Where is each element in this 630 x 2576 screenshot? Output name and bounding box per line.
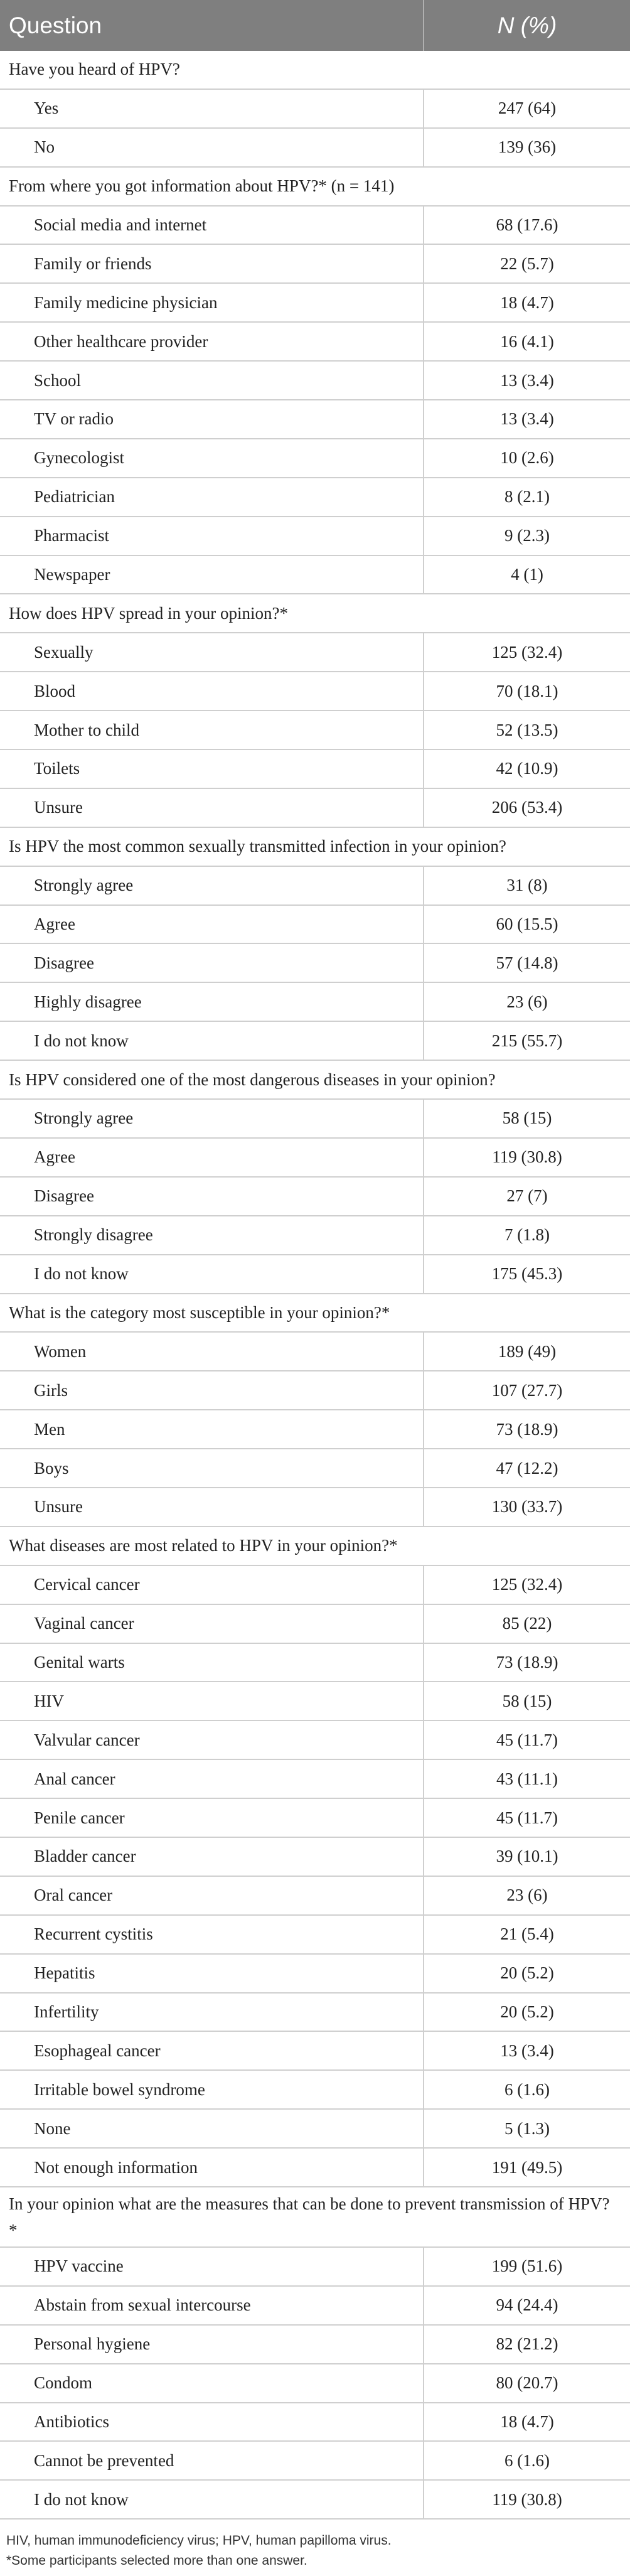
answer-row [0,1449,630,1488]
answer-row [0,1333,630,1371]
answer-count: 13 (3.4) [500,2041,554,2060]
answer-label: Hepatitis [0,1955,424,1992]
answer-count: 39 (10.1) [496,1847,558,1866]
answer-count: 42 (10.9) [496,759,558,778]
answer-count: 85 (22) [502,1614,552,1633]
question-row [0,1061,630,1100]
answer-label: Condom [0,2364,424,2402]
answer-row [0,1566,630,1605]
abbreviations-footnote: HIV, human immunodeficiency virus; HPV, human papilloma virus. [6,2533,392,2548]
answer-label: Newspaper [0,556,424,594]
answer-label: Not enough information [0,2149,424,2186]
answer-label: Personal hygiene [0,2326,424,2363]
answer-row [0,1488,630,1527]
answer-row [0,1139,630,1178]
answer-row [0,2442,630,2481]
answer-row [0,245,630,284]
answer-row [0,400,630,439]
answer-count: 47 (12.2) [496,1458,558,1478]
answer-count: 9 (2.3) [505,526,550,545]
answer-label: Boys [0,1449,424,1487]
question-text: Have you heard of HPV? [9,60,180,79]
answer-row [0,2071,630,2110]
answer-count: 13 (3.4) [500,409,554,429]
answer-label: Toilets [0,750,424,788]
question-row [0,594,630,633]
answer-row [0,1216,630,1255]
answer-row [0,1994,630,2032]
answer-label: Women [0,1333,424,1370]
answer-row [0,362,630,400]
answer-count: 73 (18.9) [496,1419,558,1439]
answer-count: 45 (11.7) [496,1730,558,1749]
answer-count: 139 (36) [498,137,557,157]
answer-label: Vaginal cancer [0,1605,424,1643]
answer-count: 20 (5.2) [500,1963,554,1983]
answer-count: 58 (15) [502,1691,552,1710]
answer-row [0,1100,630,1139]
answer-count: 191 (49.5) [491,2157,563,2177]
answer-count: 57 (14.8) [496,953,558,972]
answer-row [0,478,630,517]
answer-row [0,867,630,906]
answer-label: Pediatrician [0,478,424,516]
answer-label: Anal cancer [0,1760,424,1798]
answer-count: 70 (18.1) [496,681,558,700]
answer-label: School [0,362,424,399]
answer-count: 23 (6) [506,1886,548,1905]
answer-row [0,1255,630,1294]
answer-row [0,1916,630,1955]
question-row [0,828,630,867]
answer-label: Bladder cancer [0,1838,424,1876]
answer-label: Disagree [0,1178,424,1215]
question-row [0,1527,630,1566]
answer-label: Other healthcare provider [0,323,424,360]
question-row [0,168,630,207]
answer-row [0,2248,630,2287]
answer-label: Agree [0,906,424,943]
answer-count: 16 (4.1) [500,331,554,351]
answer-label: Social media and internet [0,207,424,244]
table-header [0,0,630,51]
answer-count: 6 (1.6) [505,2450,550,2470]
answer-row [0,2287,630,2326]
answer-label: Cannot be prevented [0,2442,424,2479]
answer-label: HIV [0,1682,424,1720]
answer-row [0,90,630,129]
answer-row [0,1721,630,1760]
answer-row [0,983,630,1022]
question-text: From where you got information about HPV?* (n = 141) [9,176,395,196]
answer-count: 18 (4.7) [500,292,554,312]
answer-label: I do not know [0,2481,424,2518]
answer-row [0,2403,630,2442]
answer-row [0,284,630,323]
answer-row [0,1799,630,1838]
answer-count: 31 (8) [506,876,548,895]
answer-count: 27 (7) [506,1186,548,1206]
answer-row [0,1682,630,1721]
question-text: What diseases are most related to HPV in your opinion?* [9,1536,398,1555]
answer-count: 125 (32.4) [491,642,563,662]
answer-count: 52 (13.5) [496,720,558,739]
answer-count: 68 (17.6) [496,215,558,234]
n-percent-column-header: N (%) [497,12,557,38]
answer-count: 13 (3.4) [500,370,554,390]
answer-row [0,711,630,750]
asterisk-footnote: *Some participants selected more than one answer. [6,2553,307,2568]
table-body [0,51,630,2520]
answer-label: Antibiotics [0,2403,424,2441]
answer-row [0,2364,630,2403]
answer-count: 23 (6) [506,992,548,1011]
answer-label: Pharmacist [0,517,424,555]
answer-label: Abstain from sexual intercourse [0,2287,424,2324]
answer-label: Gynecologist [0,439,424,477]
answer-count: 10 (2.6) [500,448,554,468]
answer-label: Penile cancer [0,1799,424,1837]
answer-label: Valvular cancer [0,1721,424,1759]
answer-row [0,556,630,595]
answer-label: Unsure [0,789,424,827]
answer-count: 119 (30.8) [492,2489,562,2509]
answer-row [0,1410,630,1449]
answer-label: None [0,2110,424,2147]
answer-label: Men [0,1410,424,1448]
answer-row [0,517,630,556]
question-row [0,51,630,90]
question-row [0,2187,630,2248]
question-column-header: Question [0,0,424,51]
answer-count: 5 (1.3) [505,2118,550,2138]
answer-count: 94 (24.4) [496,2295,558,2315]
answer-count: 107 (27.7) [491,1380,563,1400]
answer-row [0,789,630,828]
question-text: How does HPV spread in your opinion?* [9,603,288,623]
question-text: What is the category most susceptible in your opinion?* [9,1302,390,1322]
answer-row [0,633,630,672]
answer-count: 4 (1) [511,565,543,584]
answer-count: 18 (4.7) [500,2412,554,2431]
answer-count: 43 (11.1) [496,1769,558,1788]
answer-count: 175 (45.3) [491,1264,563,1284]
answer-row [0,439,630,478]
answer-label: Disagree [0,944,424,982]
answer-label: Cervical cancer [0,1566,424,1604]
answer-label: Unsure [0,1488,424,1526]
answer-row [0,1371,630,1410]
answer-row [0,2481,630,2520]
answer-row [0,2032,630,2071]
answer-label: I do not know [0,1022,424,1060]
answer-row [0,1644,630,1683]
answer-row [0,2149,630,2187]
answer-row [0,944,630,983]
answer-count: 189 (49) [498,1341,557,1361]
answer-label: HPV vaccine [0,2248,424,2285]
answer-row [0,906,630,945]
answer-row [0,2326,630,2364]
question-row [0,1294,630,1333]
answer-count: 6 (1.6) [505,2080,550,2099]
answer-row [0,1605,630,1644]
answer-count: 247 (64) [498,99,557,118]
answer-count: 119 (30.8) [492,1147,562,1167]
answer-row [0,2110,630,2149]
answer-label: Girls [0,1371,424,1409]
answer-count: 45 (11.7) [496,1808,558,1827]
answer-label: Family or friends [0,245,424,282]
answer-row [0,1838,630,1877]
answer-label: Infertility [0,1994,424,2031]
answer-count: 8 (2.1) [505,487,550,507]
answer-label: Agree [0,1139,424,1176]
answer-label: Family medicine physician [0,284,424,321]
answer-label: Sexually [0,633,424,671]
answer-count: 215 (55.7) [491,1031,563,1050]
answer-count: 130 (33.7) [491,1497,563,1516]
question-text: In your opinion what are the measures that can be done to prevent transmission of HPV?* [9,2194,610,2240]
answer-count: 22 (5.7) [500,254,554,273]
answer-label: Yes [0,90,424,127]
answer-count: 58 (15) [502,1108,552,1128]
answer-label: TV or radio [0,400,424,438]
answer-row [0,207,630,245]
question-text: Is HPV considered one of the most dangerous diseases in your opinion? [9,1070,496,1089]
answer-label: Blood [0,672,424,710]
answer-label: Esophageal cancer [0,2032,424,2069]
answer-count: 125 (32.4) [491,1575,563,1594]
answer-label: No [0,129,424,166]
answer-count: 206 (53.4) [491,798,563,817]
answer-count: 82 (21.2) [496,2334,558,2354]
answer-count: 21 (5.4) [500,1924,554,1944]
answer-count: 20 (5.2) [500,2002,554,2021]
question-text: Is HPV the most common sexually transmitted infection in your opinion? [9,837,506,856]
answer-count: 80 (20.7) [496,2373,558,2393]
answer-count: 199 (51.6) [491,2257,563,2276]
answer-label: Mother to child [0,711,424,749]
answer-row [0,1022,630,1061]
answer-row [0,1955,630,1994]
answer-count: 7 (1.8) [505,1225,550,1245]
answer-count: 60 (15.5) [496,915,558,934]
answer-label: Highly disagree [0,983,424,1021]
answer-row [0,1877,630,1916]
answer-label: Irritable bowel syndrome [0,2071,424,2108]
answer-row [0,672,630,711]
answer-row [0,323,630,362]
answer-label: Oral cancer [0,1877,424,1914]
answer-row [0,1760,630,1799]
answer-label: Recurrent cystitis [0,1916,424,1953]
answer-label: I do not know [0,1255,424,1293]
answer-row [0,750,630,789]
answer-row [0,129,630,168]
answer-count: 73 (18.9) [496,1652,558,1672]
answer-label: Strongly agree [0,867,424,904]
answer-label: Genital warts [0,1644,424,1682]
answer-row [0,1178,630,1216]
answer-label: Strongly agree [0,1100,424,1137]
answer-label: Strongly disagree [0,1216,424,1254]
